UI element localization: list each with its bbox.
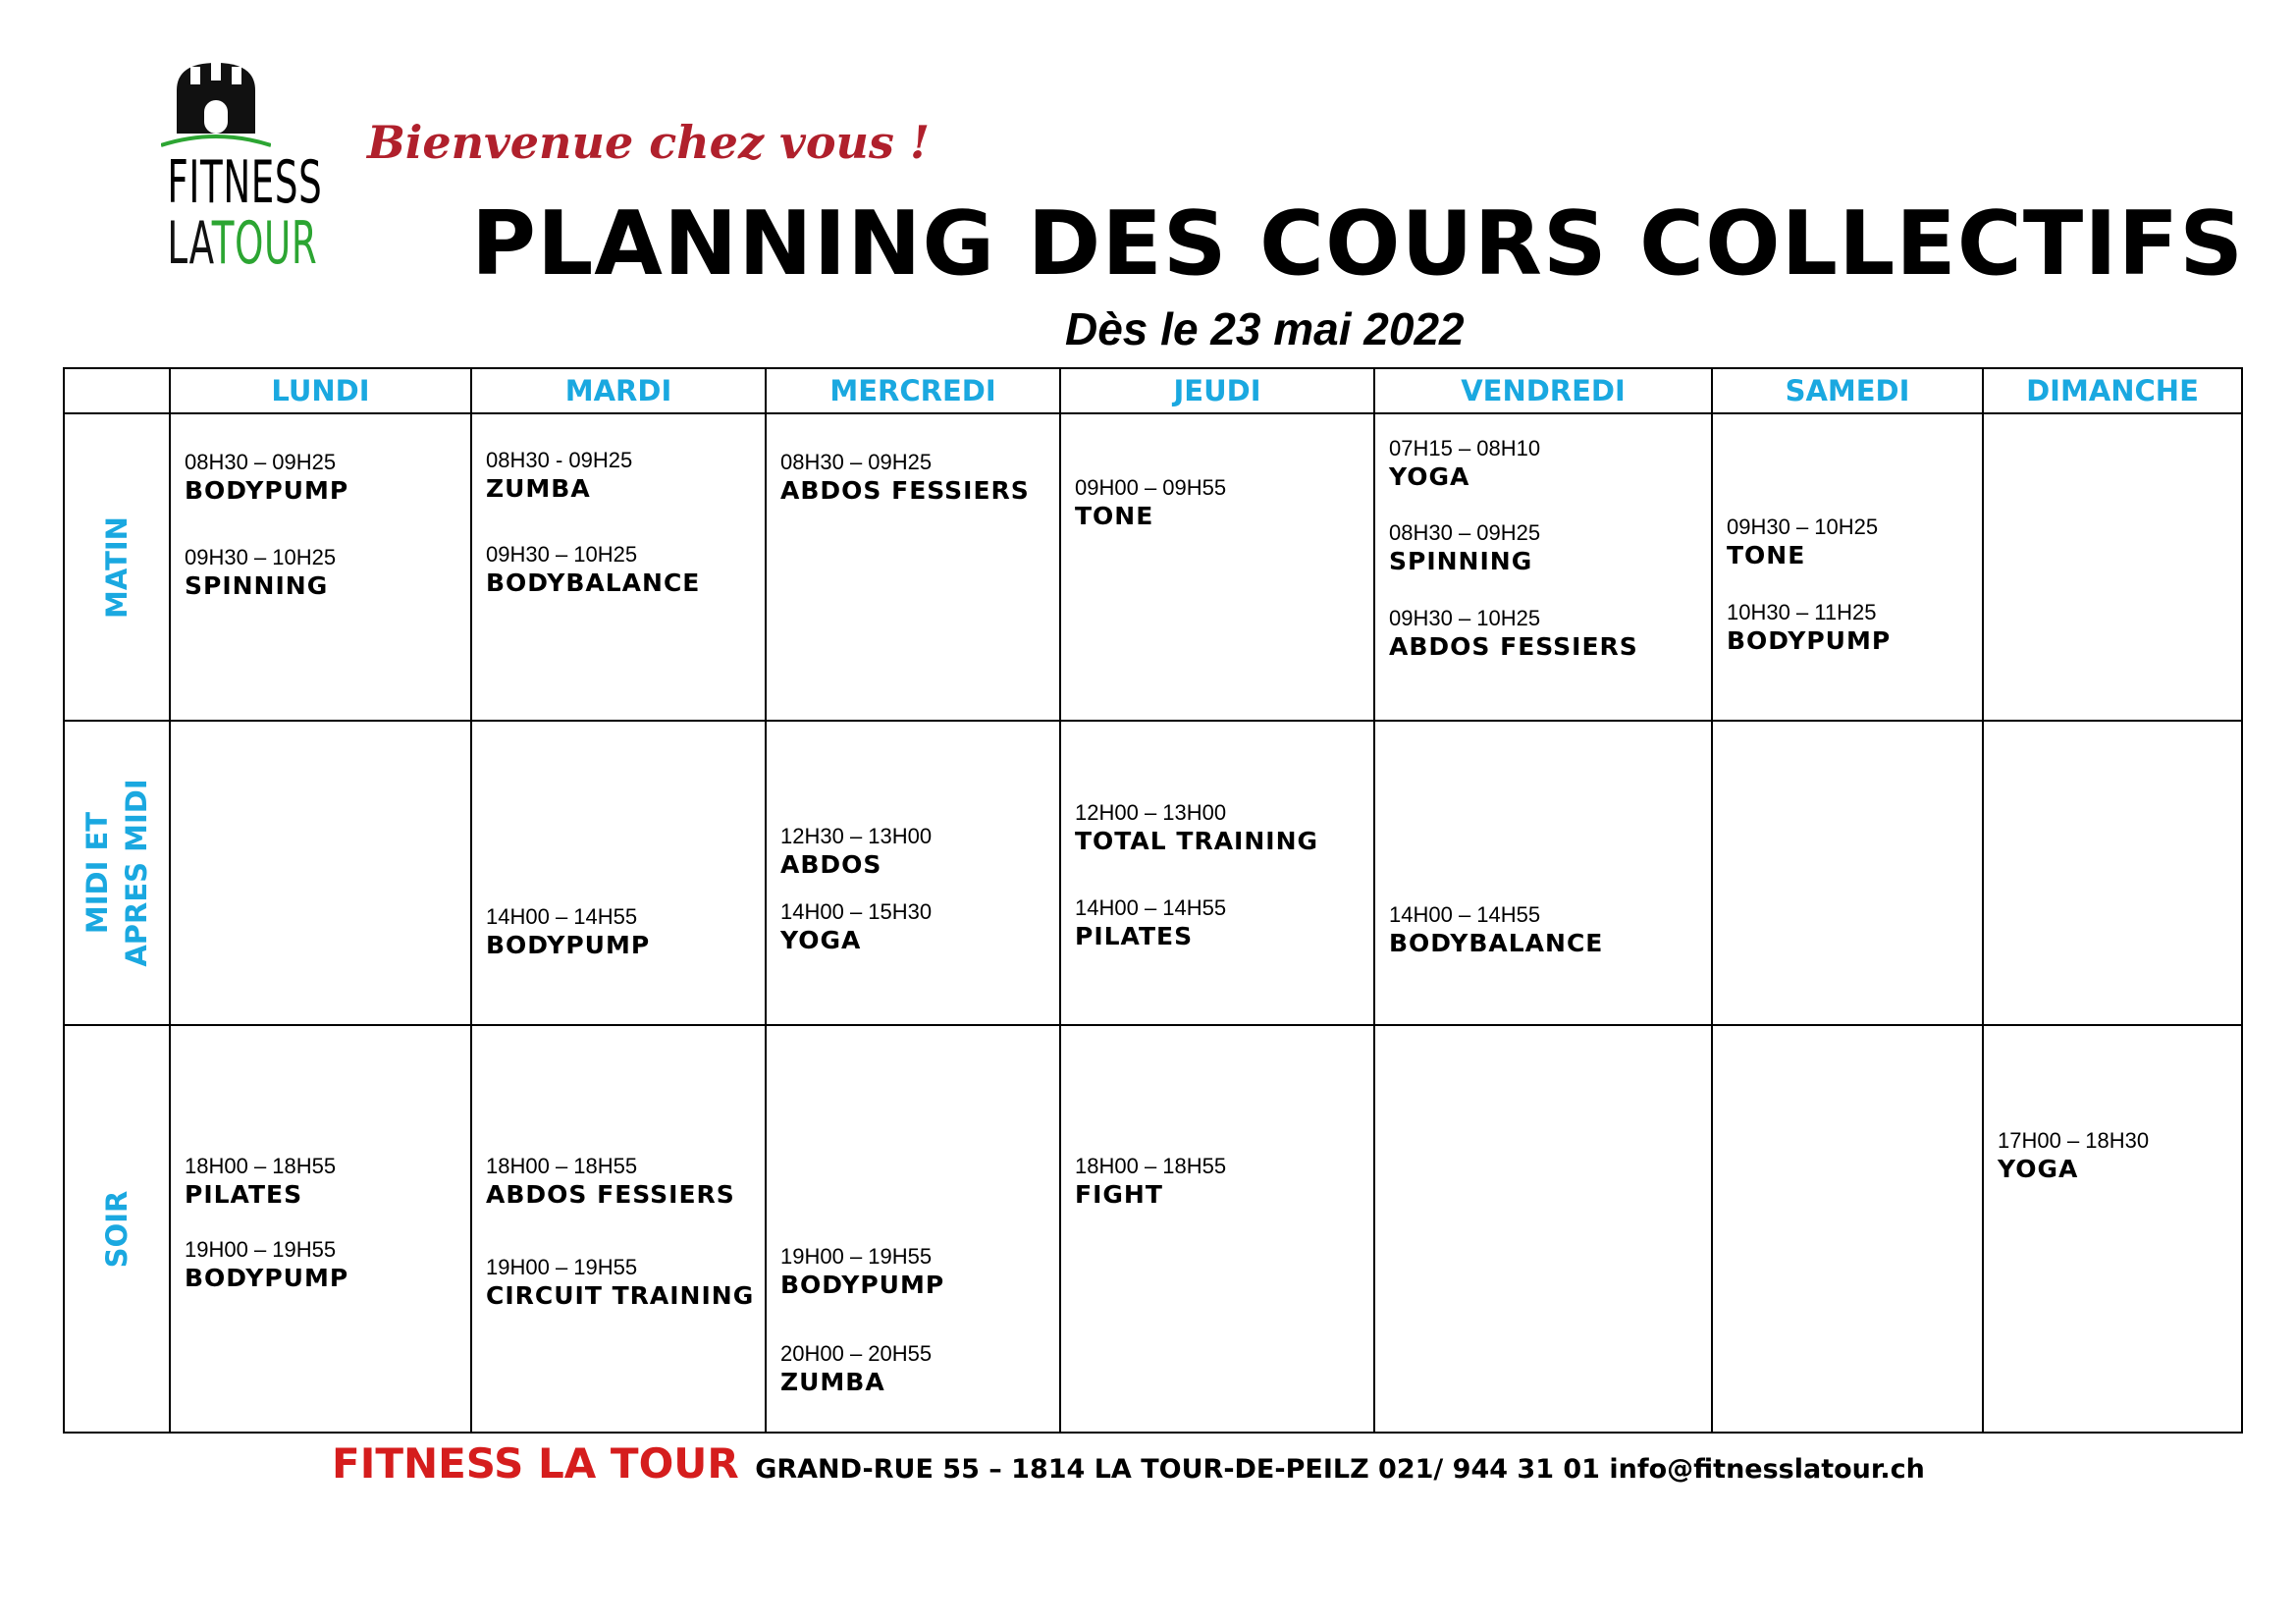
period-midi xyxy=(64,721,170,1025)
class-name: TOTAL TRAINING xyxy=(1075,827,1319,855)
cell-midi-dimanche xyxy=(1983,721,2242,1025)
period-label-midi: MIDI ET APRES MIDI xyxy=(80,779,153,967)
cell-soir-lundi xyxy=(170,1025,471,1433)
class-block xyxy=(185,450,348,507)
day-header-lundi: LUNDI xyxy=(170,368,471,413)
class-block xyxy=(486,904,650,961)
cell-matin-mercredi xyxy=(766,413,1060,721)
class-block xyxy=(1727,514,1878,571)
cell-midi-samedi xyxy=(1712,721,1983,1025)
castle-tower-icon xyxy=(161,57,271,155)
class-time: 14H00 – 15H30 xyxy=(780,899,933,924)
class-block xyxy=(1075,475,1226,532)
cell-soir-vendredi xyxy=(1374,1025,1712,1433)
class-block xyxy=(1389,520,1540,577)
class-name: BODYPUMP xyxy=(1727,626,1892,655)
class-name: CIRCUIT TRAINING xyxy=(486,1281,755,1310)
class-time: 18H00 – 18H55 xyxy=(185,1154,337,1178)
class-block xyxy=(780,450,1030,507)
class-block xyxy=(780,1244,944,1301)
period-matin xyxy=(64,413,170,721)
cell-soir-jeudi xyxy=(1060,1025,1374,1433)
cell-matin-jeudi xyxy=(1060,413,1374,721)
corner-cell xyxy=(64,368,170,413)
class-time: 18H00 – 18H55 xyxy=(1075,1154,1227,1178)
class-name: PILATES xyxy=(185,1180,303,1209)
class-block xyxy=(1075,800,1318,857)
cell-matin-lundi xyxy=(170,413,471,721)
class-name: YOGA xyxy=(1389,462,1470,491)
cell-soir-dimanche xyxy=(1983,1025,2242,1433)
class-time: 14H00 – 14H55 xyxy=(1389,902,1541,927)
day-header-vendredi: VENDREDI xyxy=(1374,368,1712,413)
class-time: 09H30 – 10H25 xyxy=(185,545,337,569)
class-time: 17H00 – 18H30 xyxy=(1998,1128,2150,1153)
cell-matin-dimanche xyxy=(1983,413,2242,721)
class-block xyxy=(486,448,632,505)
class-time: 19H00 – 19H55 xyxy=(486,1255,638,1279)
class-time: 14H00 – 14H55 xyxy=(1075,895,1227,920)
class-block xyxy=(1727,600,1891,657)
cell-soir-mardi xyxy=(471,1025,766,1433)
cell-midi-jeudi xyxy=(1060,721,1374,1025)
class-block xyxy=(1389,606,1638,663)
logo-text-la: LA xyxy=(167,209,212,278)
cell-midi-mercredi xyxy=(766,721,1060,1025)
class-block xyxy=(780,824,932,881)
cell-matin-samedi xyxy=(1712,413,1983,721)
class-time: 08H30 – 09H25 xyxy=(185,450,337,474)
day-header-jeudi: JEUDI xyxy=(1060,368,1374,413)
class-time: 19H00 – 19H55 xyxy=(185,1237,337,1262)
class-block xyxy=(486,1154,735,1211)
cell-midi-vendredi xyxy=(1374,721,1712,1025)
footer xyxy=(332,1439,1925,1488)
class-time: 12H00 – 13H00 xyxy=(1075,800,1227,825)
class-time: 08H30 – 09H25 xyxy=(1389,520,1541,545)
class-time: 20H00 – 20H55 xyxy=(780,1341,933,1366)
class-time: 09H30 – 10H25 xyxy=(1389,606,1541,630)
class-block xyxy=(1389,902,1603,959)
class-time: 09H30 – 10H25 xyxy=(486,542,638,567)
class-time: 12H30 – 13H00 xyxy=(780,824,933,848)
class-name: ABDOS FESSIERS xyxy=(486,1180,735,1209)
class-name: YOGA xyxy=(780,926,862,954)
class-time: 09H30 – 10H25 xyxy=(1727,514,1879,539)
class-name: TONE xyxy=(1727,541,1806,569)
class-name: ZUMBA xyxy=(780,1368,885,1396)
page-subtitle: Dès le 23 mai 2022 xyxy=(1065,303,1465,354)
schedule-table xyxy=(63,367,2243,1434)
day-header-row xyxy=(64,368,2242,413)
day-header-samedi: SAMEDI xyxy=(1712,368,1983,413)
row-soir xyxy=(64,1025,2242,1433)
cell-matin-mardi xyxy=(471,413,766,721)
class-name: BODYBALANCE xyxy=(1389,929,1604,957)
period-soir xyxy=(64,1025,170,1433)
cell-soir-mercredi xyxy=(766,1025,1060,1433)
class-block xyxy=(780,1341,932,1398)
page-title: PLANNING DES COURS COLLECTIFS xyxy=(471,192,2245,296)
class-name: SPINNING xyxy=(185,571,329,600)
class-time: 08H30 - 09H25 xyxy=(486,448,633,472)
class-time: 19H00 – 19H55 xyxy=(780,1244,933,1269)
logo xyxy=(137,57,323,283)
class-name: ABDOS xyxy=(780,850,882,879)
class-name: PILATES xyxy=(1075,922,1194,950)
day-header-mercredi: MERCREDI xyxy=(766,368,1060,413)
class-block xyxy=(486,1255,754,1312)
class-name: ZUMBA xyxy=(486,474,591,503)
class-name: FIGHT xyxy=(1075,1180,1163,1209)
class-name: BODYPUMP xyxy=(185,476,349,505)
class-name: ABDOS FESSIERS xyxy=(1389,632,1638,661)
class-block xyxy=(1075,1154,1226,1211)
class-block xyxy=(780,899,932,956)
class-time: 14H00 – 14H55 xyxy=(486,904,638,929)
class-block xyxy=(1389,436,1540,493)
class-name: BODYBALANCE xyxy=(486,568,701,597)
row-midi xyxy=(64,721,2242,1025)
period-label-soir: SOIR xyxy=(100,1190,133,1268)
footer-contact: GRAND-RUE 55 – 1814 LA TOUR-DE-PEILZ 021/ 944 31 01 info@fitnesslatour.ch xyxy=(755,1454,1925,1485)
class-time: 09H00 – 09H55 xyxy=(1075,475,1227,500)
class-time: 07H15 – 08H10 xyxy=(1389,436,1541,460)
class-name: YOGA xyxy=(1998,1155,2079,1183)
class-time: 18H00 – 18H55 xyxy=(486,1154,638,1178)
welcome-text: Bienvenue chez vous ! xyxy=(367,116,931,169)
class-block xyxy=(185,1154,336,1211)
class-block xyxy=(185,1237,348,1294)
cell-midi-lundi xyxy=(170,721,471,1025)
class-block xyxy=(486,542,700,599)
class-name: BODYPUMP xyxy=(780,1271,945,1299)
class-block xyxy=(1998,1128,2149,1185)
cell-matin-vendredi xyxy=(1374,413,1712,721)
class-block xyxy=(1075,895,1226,952)
class-block xyxy=(185,545,336,602)
logo-text-fitness: FITNESS xyxy=(167,148,323,217)
day-header-dimanche: DIMANCHE xyxy=(1983,368,2242,413)
footer-brand: FITNESS LA TOUR xyxy=(332,1439,739,1488)
class-name: BODYPUMP xyxy=(486,931,651,959)
class-time: 10H30 – 11H25 xyxy=(1727,600,1877,624)
day-header-mardi: MARDI xyxy=(471,368,766,413)
class-name: ABDOS FESSIERS xyxy=(780,476,1030,505)
cell-midi-mardi xyxy=(471,721,766,1025)
class-time: 08H30 – 09H25 xyxy=(780,450,933,474)
class-name: BODYPUMP xyxy=(185,1264,349,1292)
logo-text-latour xyxy=(167,209,318,278)
row-matin xyxy=(64,413,2242,721)
period-label-matin: MATIN xyxy=(100,515,133,619)
logo-text-tour: TOUR xyxy=(211,209,318,278)
class-name: SPINNING xyxy=(1389,547,1533,575)
class-name: TONE xyxy=(1075,502,1154,530)
cell-soir-samedi xyxy=(1712,1025,1983,1433)
